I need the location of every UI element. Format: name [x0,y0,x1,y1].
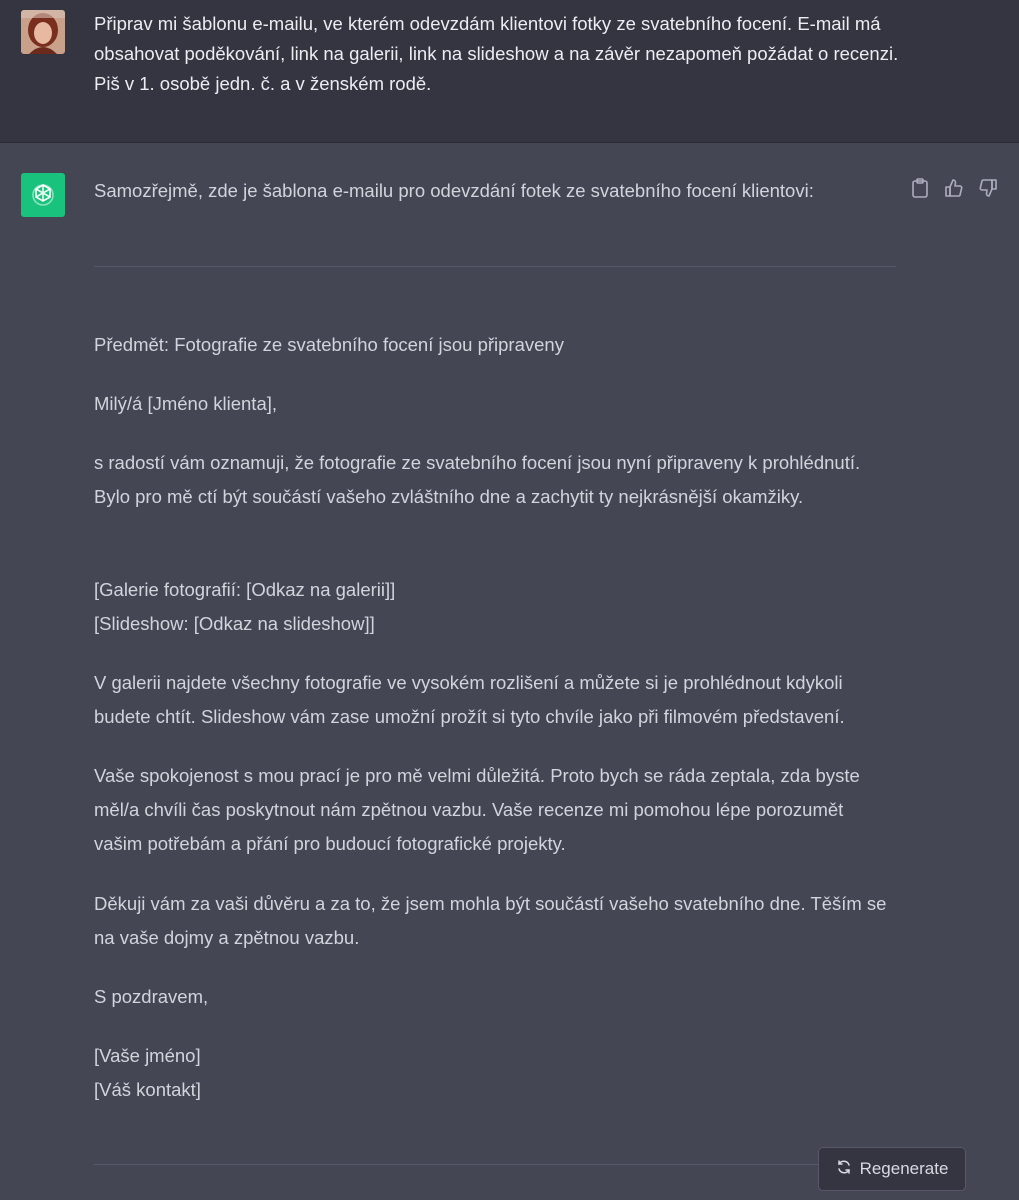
assistant-message-row [0,143,1019,1200]
signature-contact: [Váš kontakt] [94,1079,201,1100]
regenerate-button[interactable] [818,1147,966,1191]
gallery-link-placeholder: [Galerie fotografií: [Odkaz na galerii]] [94,579,396,600]
regenerate-label: Regenerate [859,1159,949,1178]
divider [94,266,896,267]
user-message-text: Připrav mi šablonu e-mailu, ve kterém odevzdám klientovi fotky ze svatebního focení. E-mail má obsahovat poděkování, link na galerii, link na slideshow a na závěr nezapomeň požádat o recenzi. Piš v 1. osobě jedn. č. a v ženském rodě. [94,13,899,94]
email-paragraph-review: Vaše spokojenost s mou prací je pro mě velmi důležitá. Proto bych se ráda zeptala, zda byste měl/a chvíli čas poskytnout nám zpětnou vazbu. Vaše recenze mi pomohou lépe porozumět vašim potřebám a přání pro budoucí fotografické projekty. [94,765,860,854]
thumbs-down-icon[interactable] [977,177,999,199]
email-paragraph-gallery: V galerii najdete všechny fotografie ve vysokém rozlišení a můžete si je prohlédnout kdykoli budete chtít. Slideshow vám zase umožní prožít si tyto chvíle jako při filmovém představení. [94,672,845,727]
openai-logo-icon [21,173,65,217]
thumbs-up-icon[interactable] [943,177,965,199]
email-paragraph-intro: s radostí vám oznamuji, že fotografie ze svatebního focení jsou nyní připraveny k prohlédnutí. Bylo pro mě ctí být součástí vašeho zvláštního dne a zachytit ty nejkrásnější okamžiky. [94,452,861,507]
signature-name: [Vaše jméno] [94,1045,201,1066]
email-subject: Předmět: Fotografie ze svatebního focení jsou připraveny [94,334,564,355]
assistant-intro: Samozřejmě, zde je šablona e-mailu pro odevzdání fotek ze svatebního focení klientovi: [94,180,814,201]
bottom-divider [94,1164,896,1165]
user-avatar [21,10,65,54]
refresh-icon [836,1159,852,1180]
clipboard-icon[interactable] [909,177,931,199]
slideshow-link-placeholder: [Slideshow: [Odkaz na slideshow]] [94,613,375,634]
email-greeting: Milý/á [Jméno klienta], [94,393,278,414]
email-paragraph-thanks: Děkuji vám za vaši důvěru a za to, že jsem mohla být součástí vašeho svatebního dne. Těším se na vaše dojmy a zpětnou vazbu. [94,893,887,948]
email-closing: S pozdravem, [94,986,209,1007]
user-message-row [0,0,1019,143]
message-actions [909,177,999,199]
